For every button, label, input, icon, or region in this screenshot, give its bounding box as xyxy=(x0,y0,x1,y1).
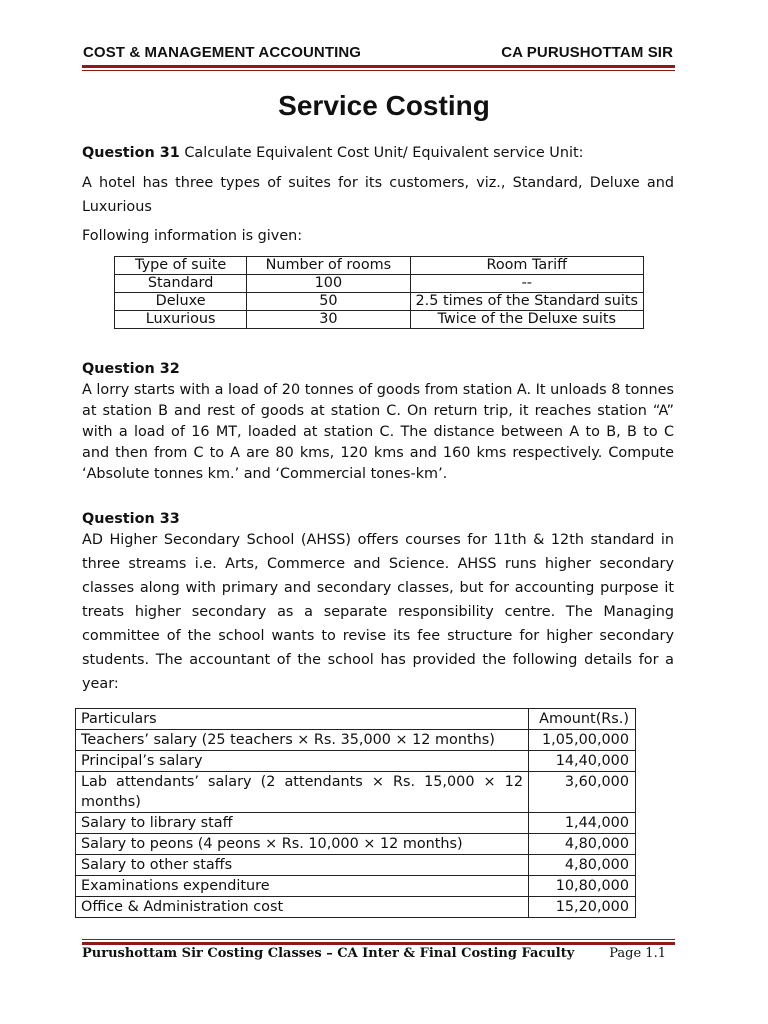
table-header-cell: Particulars xyxy=(76,709,529,730)
footer-rule-thick xyxy=(82,942,675,945)
table-header-row xyxy=(115,257,644,275)
header-author: CA PURUSHOTTAM SIR xyxy=(501,44,673,61)
table-cell: 10,80,000 xyxy=(529,876,636,897)
q33-label xyxy=(82,510,674,528)
table-header-cell: Type of suite xyxy=(115,257,247,275)
suite-table xyxy=(114,256,644,329)
table-cell: Salary to peons (4 peons × Rs. 10,000 × 12 months) xyxy=(76,834,529,855)
table-cell: 50 xyxy=(247,293,410,311)
table-cell: Twice of the Deluxe suits xyxy=(410,311,643,329)
table-header-cell: Room Tariff xyxy=(410,257,643,275)
table-row xyxy=(76,897,636,918)
q33-label-text: Question 33 xyxy=(82,511,180,527)
table-cell: -- xyxy=(410,275,643,293)
q31-para1: A hotel has three types of suites for its customers, viz., Standard, Deluxe and Luxurious xyxy=(82,175,674,215)
table-cell: 1,05,00,000 xyxy=(529,730,636,751)
table-cell: 1,44,000 xyxy=(529,813,636,834)
q31-label: Question 31 xyxy=(82,145,180,161)
q33-text: AD Higher Secondary School (AHSS) offers courses for 11th & 12th standard in three streams i.e. Arts, Commerce and Science. AHSS runs higher secondary classes along with primary and secondary classes, but for accounting purpose it treats higher secondary as a separate responsibility centre. The Managing committee of the school wants to revise its fee structure for higher secondary students. The accountant of the school has provided the following details for a year: xyxy=(82,532,674,692)
table-header-row xyxy=(76,709,636,730)
q32-label xyxy=(82,360,674,378)
q32-label-text: Question 32 xyxy=(82,361,180,377)
q31-intro xyxy=(82,144,674,162)
q32-text: A lorry starts with a load of 20 tonnes of goods from station A. It unloads 8 tonnes at station B and rest of goods at station C. On return trip, it reaches station “A” with a load of 16 MT, loaded at station C. The distance between A to B, B to C and then from C to A are 80 kms, 120 kms and 160 kms respectively. Compute ‘Absolute tonnes km.’ and ‘Commercial tones-km’. xyxy=(82,382,674,482)
table-cell: Salary to other staffs xyxy=(76,855,529,876)
table-cell: Standard xyxy=(115,275,247,293)
table-row xyxy=(115,275,644,293)
header-subject: COST & MANAGEMENT ACCOUNTING xyxy=(83,44,362,61)
header-rule-thin xyxy=(82,70,675,71)
table-cell: 3,60,000 xyxy=(529,772,636,813)
q31-para2: Following information is given: xyxy=(82,228,303,244)
expense-table xyxy=(75,708,636,918)
table-cell: Examinations expenditure xyxy=(76,876,529,897)
table-cell: Principal’s salary xyxy=(76,751,529,772)
table-cell: 2.5 times of the Standard suits xyxy=(410,293,643,311)
table-cell: Office & Administration cost xyxy=(76,897,529,918)
table-cell: 4,80,000 xyxy=(529,855,636,876)
table-header-cell: Amount(Rs.) xyxy=(529,709,636,730)
footer-rule-thin xyxy=(82,939,675,940)
table-header-cell: Number of rooms xyxy=(247,257,410,275)
table-row xyxy=(76,730,636,751)
table-cell: 14,40,000 xyxy=(529,751,636,772)
table-row xyxy=(115,311,644,329)
table-row xyxy=(76,813,636,834)
table-row xyxy=(76,834,636,855)
table-cell: Lab attendants’ salary (2 attendants × Rs. 15,000 × 12 months) xyxy=(76,772,529,813)
table-row xyxy=(76,772,636,813)
page-header xyxy=(83,44,673,64)
footer-organization: Purushottam Sir Costing Classes – CA Inter & Final Costing Faculty xyxy=(82,946,575,961)
table-cell: 4,80,000 xyxy=(529,834,636,855)
table-cell: 30 xyxy=(247,311,410,329)
table-row xyxy=(76,751,636,772)
table-cell: 100 xyxy=(247,275,410,293)
page-title: Service Costing xyxy=(278,90,490,121)
table-row xyxy=(76,876,636,897)
table-cell: Deluxe xyxy=(115,293,247,311)
page-number: Page 1.1 xyxy=(609,946,666,961)
table-row xyxy=(115,293,644,311)
table-cell: 15,20,000 xyxy=(529,897,636,918)
header-rule-thick xyxy=(82,65,675,68)
table-cell: Salary to library staff xyxy=(76,813,529,834)
table-cell: Teachers’ salary (25 teachers × Rs. 35,000 × 12 months) xyxy=(76,730,529,751)
page-footer xyxy=(82,946,666,966)
table-cell: Luxurious xyxy=(115,311,247,329)
q31-text: Calculate Equivalent Cost Unit/ Equivalent service Unit: xyxy=(179,145,584,161)
table-row xyxy=(76,855,636,876)
